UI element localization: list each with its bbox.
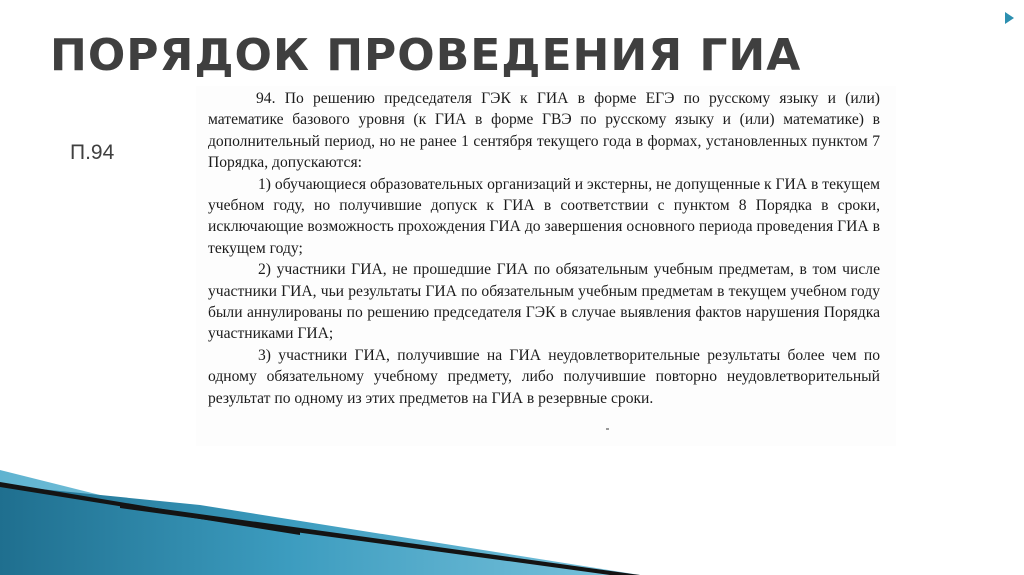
paragraph-item-2: 2) участники ГИА, не прошедшие ГИА по обязательным учебным предметам, в том числе участники ГИА, чьи результаты ГИА по обязательным учебным предметам в текущем учебном году были аннулированы по решению председателя ГЭК в случае выявления фактов нарушения Порядка участниками ГИА; [208,261,880,343]
slide-title: ПОРЯДОК ПРОВЕДЕНИЯ ГИА [50,30,802,81]
paragraph-item-1: 1) обучающиеся образовательных организаций и экстерны, не допущенные к ГИА в текущем учебном году, но получившие допуск к ГИА в соответствии с пунктом 8 Порядка в сроки, исключающие возможность прохождения ГИА до завершения основного периода проведения ГИА в текущем году; [208,175,880,257]
paragraph-item-3: 3) участники ГИА, получившие на ГИА неудовлетворительные результаты более чем по одному обязательному учебному предмету, либо получившие повторно неудовлетворительный результат по одному из этих предметов на ГИА в резервные сроки. [208,346,880,407]
paragraph-94: 94. По решению председателя ГЭК к ГИА в форме ЕГЭ по русскому языку и (или) математике базового уровня (к ГИА в форме ГВЭ по русскому языку и (или) математике) в дополнительный период, но не ранее 1 сентября текущего года в формах, установленных пунктом 7 Порядка, допускаются: [208,90,880,172]
side-label: П.94 [70,141,115,164]
